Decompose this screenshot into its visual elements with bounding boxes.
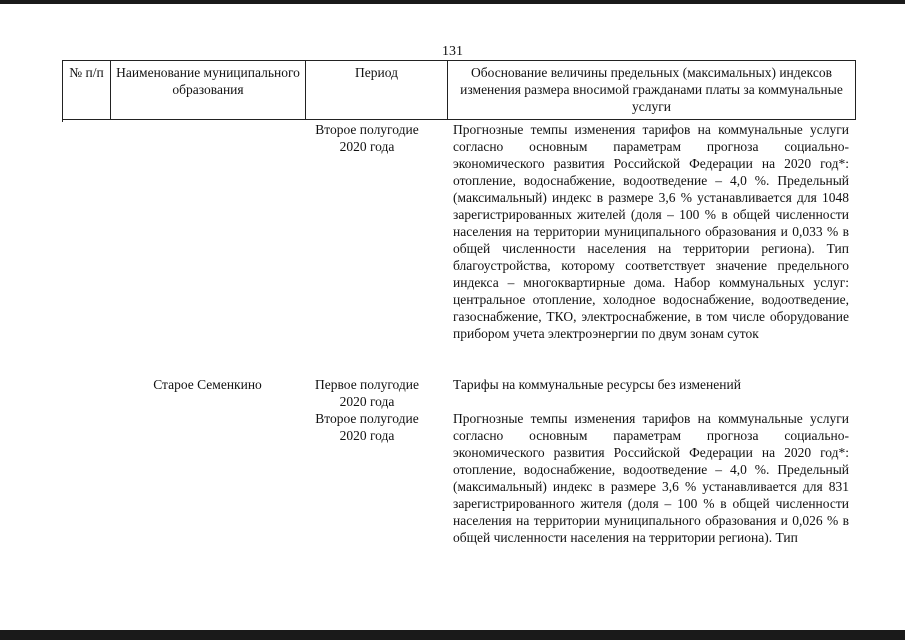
table-header [62,60,856,120]
table-row-period: Второе полугодие 2020 года [315,122,419,154]
table-row-period: Второе полугодие 2020 года [315,411,419,443]
header-number-column: № п/п [69,65,104,80]
header-period-column: Период [305,61,447,119]
table-row-basis [453,410,849,546]
basis-text: Прогнозные темпы изменения тарифов на коммунальные услуги согласно основным параметрам прогноза социально-экономического развития Российской Федерации на 2020 год*: отопление, водоснабжение, водоотведение – 4,0 %. Предельный (максимальный) индекс в размере 3,6 % устанавливается для 831 зарегистрированного жителя (доля – 100 % в общей численности населения на территории муниципального образования и 0,026 % в общей численности населения на территории региона). Тип [453,411,849,545]
top-border-rule [0,0,905,4]
table-row-basis [453,121,849,342]
bottom-border-rule [0,630,905,640]
table-row-municipality: Старое Семенкино [153,377,262,392]
basis-text: Прогнозные темпы изменения тарифов на коммунальные услуги согласно основным параметрам прогноза социально-экономического развития Российской Федерации на 2020 год*: отопление, водоснабжение, водоотведение – 4,0 %. Предельный (максимальный) индекс в размере 3,6 % устанавливается для 1048 зарегистрированных жителей (доля – 100 % в общей численности населения на территории муниципального образования и 0,033 % в общей численности населения на территории региона). Тип благоустройства, которому соответствует значение предельного индекса – многоквартирные дома. Набор коммунальных услуг: центральное отопление, холодное водоснабжение, водоотведение, газоснабжение, ТКО, электроснабжение, в том числе оборудование прибором учета электроэнергии по двум зонам суток [453,122,849,341]
basis-text: Тарифы на коммунальные ресурсы без изменений [453,377,741,392]
page-number: 131 [442,44,463,59]
table-row-period: Первое полугодие 2020 года [315,377,419,409]
header-municipality-column: Наименование муниципального образования [110,61,305,119]
table-row-basis [453,376,849,393]
table-left-rule [62,118,63,122]
header-basis-column: Обоснование величины предельных (максимальных) индексов изменения размера вносимой гражданами платы за коммунальные услуги [447,61,855,119]
